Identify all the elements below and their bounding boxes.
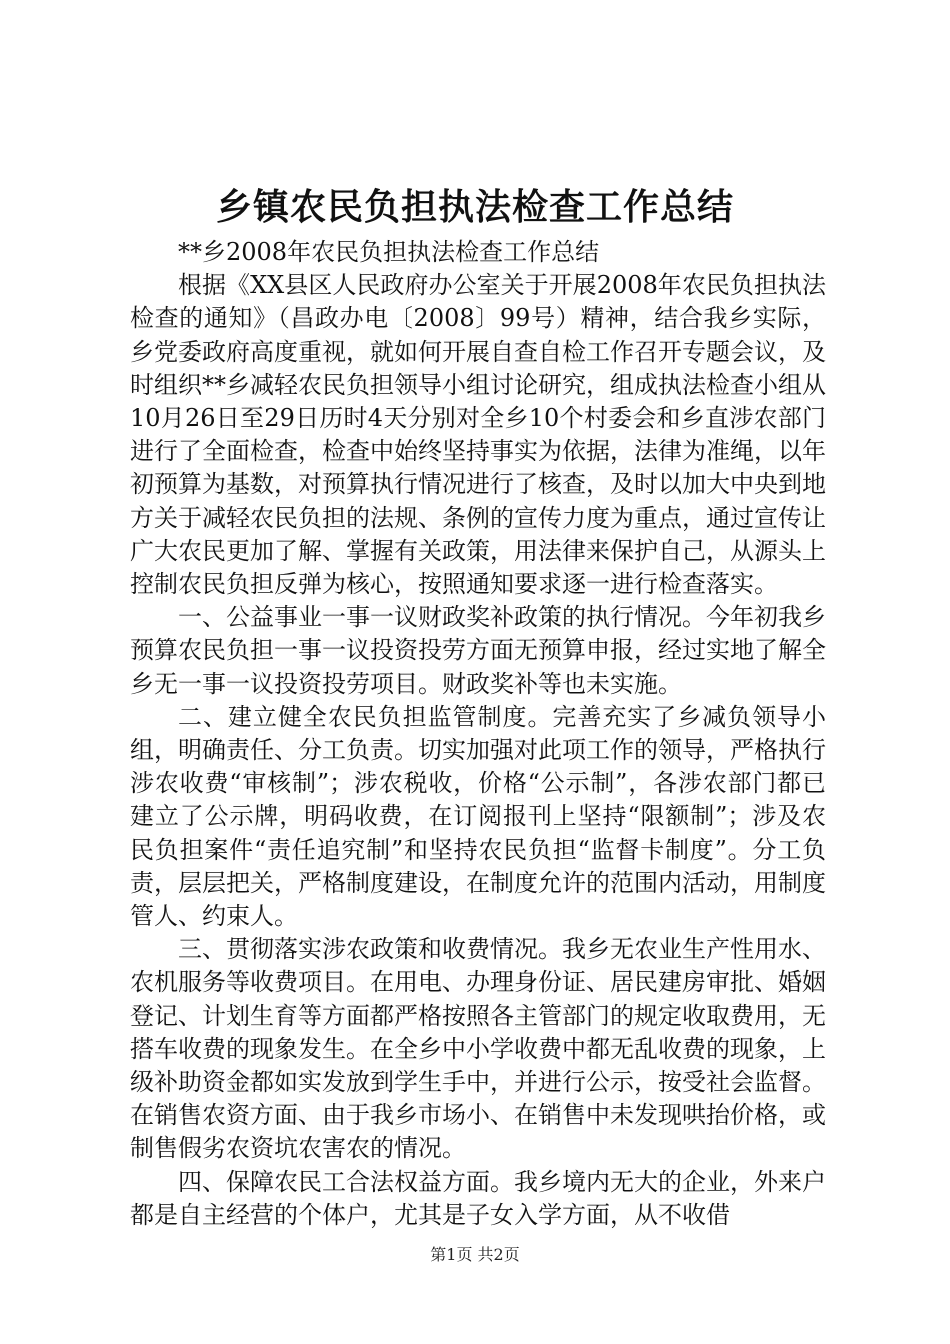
document-title: 乡镇农民负担执法检查工作总结 [215,186,734,228]
page-footer: 第1页 共2页 [430,1245,520,1264]
section-three-paragraph: 三、贯彻落实涉农政策和收费情况。我乡无农业生产性用水、农机服务等收费项目。在用电、办理身份证、居民建房审批、婚姻登记、计划生育等方面都严格按照各主管部门的规定收取费用，无搭车收费的现象发生。在全乡中小学收费中都无乱收费的现象，上级补助资金都如实发放到学生手中，并进行公示，按受社会监督。在销售农资方面、由于我乡市场小、在销售中未发现哄抬价格，或制售假劣农资坑农害农的情况。 [130,935,826,1163]
intro-paragraph: 根据《XX县区人民政府办公室关于开展2008年农民负担执法检查的通知》（昌政办电〔2008〕99号）精神，结合我乡实际，乡党委政府高度重视，就如何开展自查自检工作召开专题会议，及时组织**乡减轻农民负担领导小组讨论研究，组成执法检查小组从10月26日至29日历时4天分别对全乡10个村委会和乡直涉农部门进行了全面检查，检查中始终坚持事实为依据，法律为准绳，以年初预算为基数，对预算执行情况进行了核查，及时以加大中央到地方关于减轻农民负担的法规、条例的宣传力度为重点，通过宣传让广大农民更加了解、掌握有关政策，用法律来保护自己，从源头上控制农民负担反弹为核心，按照通知要求逐一进行检查落实。 [130,271,826,599]
section-two-paragraph: 二、建立健全农民负担监管制度。完善充实了乡减负领导小组，明确责任、分工负责。切实加强对此项工作的领导，严格执行涉农收费“审核制”；涉农税收，价格“公示制”，各涉农部门都已建立了公示牌，明码收费，在订阅报刊上坚持“限额制”；涉及农民负担案件“责任追究制”和坚持农民负担“监督卡制度”。分工负责，层层把关，严格制度建设，在制度允许的范围内活动，用制度管人、约束人。 [130,702,826,931]
subtitle-paragraph: **乡2008年农民负担执法检查工作总结 [178,238,600,266]
document-body [130,236,826,1232]
section-four-paragraph: 四、保障农民工合法权益方面。我乡境内无大的企业，外来户都是自主经营的个体户，尤其是子女入学方面，从不收借 [130,1167,826,1229]
section-one-paragraph: 一、公益事业一事一议财政奖补政策的执行情况。今年初我乡预算农民负担一事一议投资投劳方面无预算申报，经过实地了解全乡无一事一议投资投劳项目。财政奖补等也未实施。 [130,603,826,698]
